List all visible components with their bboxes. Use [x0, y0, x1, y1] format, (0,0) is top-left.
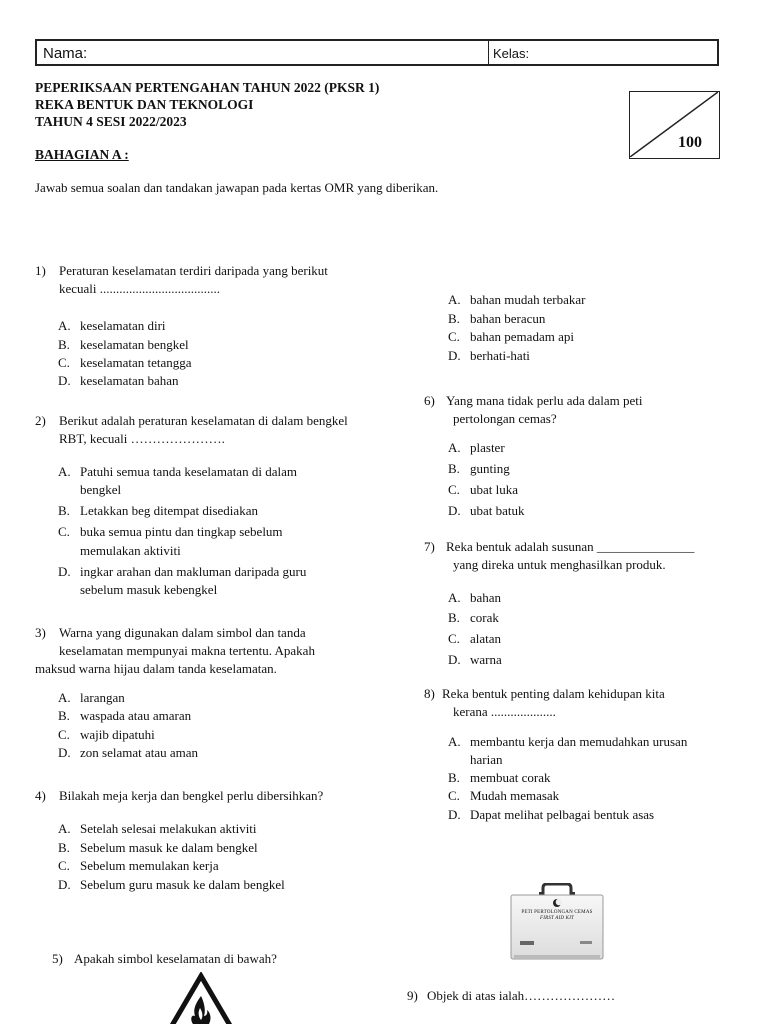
option-letter: B.: [58, 708, 70, 723]
option-d: [58, 744, 199, 762]
question-text: Objek di atas ialah…………………: [427, 988, 616, 1003]
option-b: [448, 310, 546, 328]
question-number: 2): [35, 413, 46, 428]
option-a: [448, 439, 505, 457]
option-letter: D.: [448, 503, 461, 518]
question-1: [35, 262, 395, 298]
option-letter: A.: [448, 292, 461, 307]
option-text: Patuhi semua tanda keselamatan di dalam: [80, 464, 297, 479]
option-a: [58, 317, 166, 335]
option-c: [58, 523, 283, 541]
option-letter: B.: [58, 503, 70, 518]
option-letter: C.: [58, 727, 70, 742]
option-letter: A.: [58, 318, 71, 333]
question-number: 4): [35, 788, 46, 803]
option-text: berhati-hati: [470, 348, 530, 363]
question-5: [52, 950, 372, 968]
option-letter: A.: [58, 464, 71, 479]
option-text: Letakkan beg ditempat disediakan: [80, 503, 258, 518]
question-text: keselamatan mempunyai makna tertentu. Apakah: [59, 643, 315, 658]
option-text: keselamatan bahan: [80, 373, 179, 388]
option-text: zon selamat atau aman: [80, 745, 199, 760]
option-letter: C.: [58, 858, 70, 873]
option-text: Mudah memasak: [470, 788, 560, 803]
option-c: [58, 354, 192, 372]
option-d: [58, 563, 307, 581]
option-letter: C.: [448, 329, 460, 344]
option-a: [448, 589, 502, 607]
option-text: bahan beracun: [470, 311, 546, 326]
option-text: keselamatan bengkel: [80, 337, 189, 352]
option-letter: A.: [448, 590, 461, 605]
option-a: [448, 733, 688, 751]
question-8: [424, 685, 754, 721]
option-a: [58, 820, 257, 838]
question-number: 5): [52, 951, 63, 966]
total-score: 100: [678, 134, 702, 151]
question-text: Peraturan keselamatan terdiri daripada yang berikut: [59, 263, 328, 278]
question-text: Reka bentuk penting dalam kehidupan kita: [442, 686, 665, 701]
option-a: [58, 463, 297, 481]
option-letter: C.: [448, 631, 460, 646]
option-a: [448, 291, 586, 309]
question-text: kerana ....................: [453, 704, 556, 719]
option-letter: D.: [448, 652, 461, 667]
option-letter: C.: [58, 355, 70, 370]
question-number: 1): [35, 263, 46, 278]
option-c: [58, 726, 155, 744]
option-text: gunting: [470, 461, 510, 476]
option-text: larangan: [80, 690, 125, 705]
instruction-text: Jawab semua soalan dan tandakan jawapan pada kertas OMR yang diberikan.: [35, 180, 439, 195]
option-letter: C.: [58, 524, 70, 539]
option-d: [58, 372, 179, 390]
kelas-label: Kelas:: [493, 46, 530, 61]
option-c: [448, 630, 502, 648]
option-b: [58, 839, 258, 857]
option-text: Sebelum masuk ke dalam bengkel: [80, 840, 258, 855]
score-diagonal: [630, 92, 718, 157]
option-text: ingkar arahan dan makluman daripada guru: [80, 564, 307, 579]
option-b: [58, 336, 189, 354]
option-letter: D.: [448, 807, 461, 822]
year-session-title: TAHUN 4 SESI 2022/2023: [35, 114, 187, 129]
question-number: 6): [424, 393, 435, 408]
question-number: 9): [407, 988, 418, 1003]
flammable-hazard-icon: [165, 972, 237, 1024]
option-text: Sebelum guru masuk ke dalam bengkel: [80, 877, 285, 892]
exam-title: PEPERIKSAAN PERTENGAHAN TAHUN 2022 (PKSR 1): [35, 80, 380, 95]
option-text: buka semua pintu dan tingkap sebelum: [80, 524, 283, 539]
option-letter: A.: [448, 440, 461, 455]
question-text: pertolongan cemas?: [453, 411, 557, 426]
option-letter: B.: [448, 610, 460, 625]
question-number: 3): [35, 625, 46, 640]
option-text: warna: [470, 652, 502, 667]
question-text: Warna yang digunakan dalam simbol dan tanda: [59, 625, 306, 640]
option-letter: D.: [58, 564, 71, 579]
kit-label-english: FIRST AID KIT: [539, 916, 575, 921]
question-text: Berikut adalah peraturan keselamatan di dalam bengkel: [59, 413, 348, 428]
option-c: [448, 481, 519, 499]
option-letter: D.: [448, 348, 461, 363]
question-3: [35, 624, 405, 660]
question-3-line3: maksud warna hijau dalam tanda keselamatan.: [35, 661, 277, 676]
option-c: [58, 857, 219, 875]
option-letter: B.: [448, 461, 460, 476]
option-b: [58, 502, 258, 520]
option-text: ubat luka: [470, 482, 519, 497]
nama-label: Nama:: [43, 45, 88, 62]
option-a-continued: bengkel: [80, 482, 122, 497]
kit-label-malay: PETI PERTOLONGAN CEMAS: [521, 910, 593, 915]
option-text: bahan pemadam api: [470, 329, 574, 344]
question-text: Bilakah meja kerja dan bengkel perlu dibersihkan?: [59, 788, 324, 803]
option-letter: A.: [58, 821, 71, 836]
option-letter: D.: [58, 877, 71, 892]
option-text: bahan: [470, 590, 502, 605]
option-letter: A.: [448, 734, 461, 749]
option-letter: D.: [58, 373, 71, 388]
name-class-box: [35, 39, 719, 66]
option-text: Sebelum memulakan kerja: [80, 858, 219, 873]
option-text: keselamatan diri: [80, 318, 166, 333]
question-text: RBT, kecuali ………………….: [59, 431, 225, 446]
option-d-continued: sebelum masuk kebengkel: [80, 582, 218, 597]
option-d: [58, 876, 285, 894]
option-b: [448, 609, 499, 627]
option-text: membuat corak: [470, 770, 551, 785]
option-b: [448, 460, 510, 478]
option-text: waspada atau amaran: [80, 708, 192, 723]
question-number: 8): [424, 686, 435, 701]
question-7: [424, 538, 754, 574]
option-text: Dapat melihat pelbagai bentuk asas: [470, 807, 655, 822]
score-box: [629, 91, 720, 159]
option-text: ubat batuk: [470, 503, 525, 518]
question-text: yang direka untuk menghasilkan produk.: [453, 557, 666, 572]
option-text: Setelah selesai melakukan aktiviti: [80, 821, 257, 836]
option-b: [58, 707, 192, 725]
question-text: kecuali .....................................: [59, 281, 221, 296]
question-4: [35, 787, 405, 805]
option-d: [448, 651, 502, 669]
option-b: [448, 769, 551, 787]
option-text: wajib dipatuhi: [80, 727, 155, 742]
option-letter: D.: [58, 745, 71, 760]
option-letter: B.: [58, 840, 70, 855]
section-heading: BAHAGIAN A :: [35, 147, 129, 162]
question-6: [424, 392, 754, 428]
option-letter: B.: [58, 337, 70, 352]
option-letter: C.: [448, 482, 460, 497]
option-a-continued: harian: [470, 752, 503, 767]
first-aid-kit-icon: [510, 883, 604, 961]
option-text: corak: [470, 610, 499, 625]
option-c-continued: memulakan aktiviti: [80, 543, 181, 558]
option-letter: B.: [448, 770, 460, 785]
option-d: [448, 347, 530, 365]
option-d: [448, 502, 525, 520]
divider: [488, 41, 489, 64]
option-text: membantu kerja dan memudahkan urusan: [470, 734, 688, 749]
question-9: [407, 987, 747, 1005]
question-2: [35, 412, 405, 448]
option-letter: A.: [58, 690, 71, 705]
question-text: Apakah simbol keselamatan di bawah?: [74, 951, 277, 966]
option-c: [448, 787, 560, 805]
option-c: [448, 328, 574, 346]
option-letter: C.: [448, 788, 460, 803]
question-text: Reka bentuk adalah susunan _______________: [446, 539, 695, 554]
option-text: plaster: [470, 440, 505, 455]
question-text: Yang mana tidak perlu ada dalam peti: [446, 393, 643, 408]
question-number: 7): [424, 539, 435, 554]
option-text: bahan mudah terbakar: [470, 292, 586, 307]
option-a: [58, 689, 125, 707]
subject-title: REKA BENTUK DAN TEKNOLOGI: [35, 97, 254, 112]
option-text: keselamatan tetangga: [80, 355, 192, 370]
option-letter: B.: [448, 311, 460, 326]
option-d: [448, 806, 655, 824]
option-text: alatan: [470, 631, 502, 646]
